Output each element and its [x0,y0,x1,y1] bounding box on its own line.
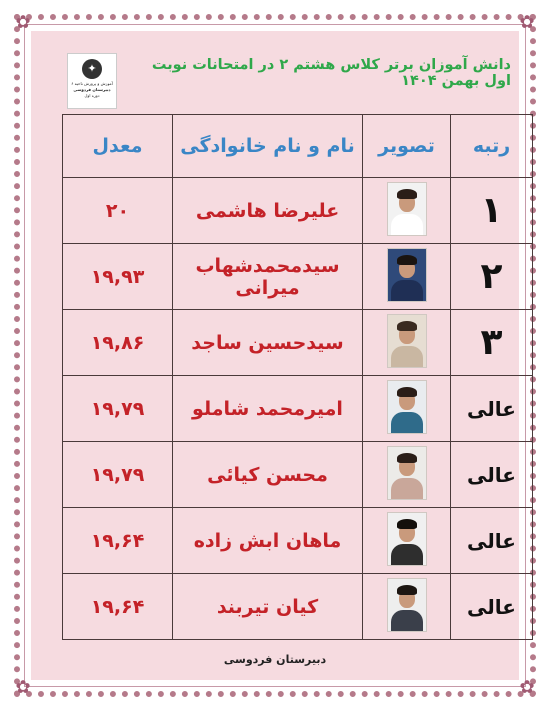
student-photo [387,248,427,302]
corner-ornament-icon: ✿ [15,677,31,698]
rank-cell: عالی [451,376,533,442]
rank-cell: عالی [451,508,533,574]
footer-school-name: دبیرستان فردوسی [223,653,327,666]
column-header-name: نام و نام خانوادگی [173,115,363,178]
average-cell: ۱۹,۸۶ [63,310,173,376]
table-row [63,310,533,376]
average-cell: ۱۹,۶۴ [63,574,173,640]
student-name: سیدحسین ساجد [173,310,363,376]
average-cell: ۱۹,۷۹ [63,442,173,508]
page-title: دانش آموزان برتر کلاس هشتم ۲ در امتحانات نوبت اول بهمن ۱۴۰۴ [151,57,511,89]
table-row [63,574,533,640]
photo-cell [363,376,451,442]
student-photo [387,380,427,434]
header [31,31,519,111]
average-cell: ۱۹,۶۴ [63,508,173,574]
table-row [63,244,533,310]
average-cell: ۱۹,۹۳ [63,244,173,310]
table-row [63,178,533,244]
logo-line: دبیرستان فردوسی [73,87,111,92]
corner-ornament-icon: ✿ [519,677,535,698]
rank-cell: عالی [451,574,533,640]
photo-cell [363,574,451,640]
rank-cell: عالی [451,442,533,508]
column-header-average: معدل [63,115,173,178]
rank-cell: ۳ [451,310,533,376]
corner-ornament-icon: ✿ [15,12,31,33]
table-header-row [63,115,533,178]
photo-cell [363,508,451,574]
column-header-photo: تصویر [363,115,451,178]
photo-cell [363,178,451,244]
student-name: کیان تیربند [173,574,363,640]
logo-line: آموزش و پرورش ناحیه ۶ [71,81,113,86]
school-logo [67,53,117,109]
student-photo [387,446,427,500]
photo-cell [363,310,451,376]
student-name: ماهان ابش زاده [173,508,363,574]
average-cell: ۲۰ [63,178,173,244]
student-name: سیدمحمدشهاب میرانی [173,244,363,310]
table-row [63,508,533,574]
ranking-table [62,114,533,640]
student-name: علیرضا هاشمی [173,178,363,244]
student-name: امیرمحمد شاملو [173,376,363,442]
column-header-rank: رتبه [451,115,533,178]
photo-cell [363,244,451,310]
table-row [63,376,533,442]
student-photo [387,182,427,236]
average-cell: ۱۹,۷۹ [63,376,173,442]
student-photo [387,314,427,368]
student-photo [387,512,427,566]
photo-cell [363,442,451,508]
rank-cell: ۲ [451,244,533,310]
logo-emblem-icon: ✦ [82,59,102,79]
corner-ornament-icon: ✿ [519,12,535,33]
student-photo [387,578,427,632]
student-name: محسن کیائی [173,442,363,508]
table-row [63,442,533,508]
page [31,31,519,680]
logo-line: دوره اول [84,93,100,98]
rank-cell: ۱ [451,178,533,244]
